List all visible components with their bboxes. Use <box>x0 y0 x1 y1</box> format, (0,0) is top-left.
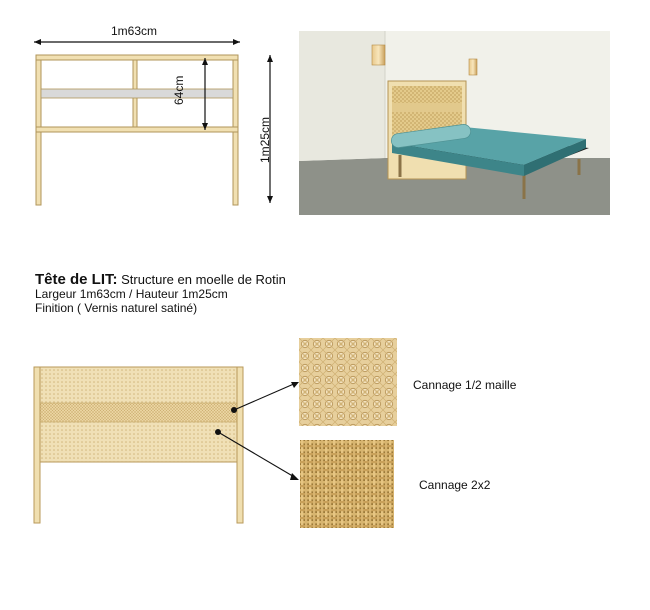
title-line <box>35 272 435 287</box>
product-finish: Finition ( Vernis naturel satiné) <box>35 301 198 315</box>
cannage-half-mesh-swatch <box>299 338 399 428</box>
headboard-panel <box>34 367 243 523</box>
bedroom-rendering <box>299 31 610 215</box>
headboard-frame-outline <box>36 55 238 205</box>
product-dimensions: Largeur 1m63cm / Hauteur 1m25cm <box>35 287 228 301</box>
product-title: Tête de LIT: <box>35 271 118 288</box>
wall-lamp-right <box>469 59 477 75</box>
width-dimension-arrow <box>34 39 240 45</box>
product-subtitle: Structure en moelle de Rotin <box>121 272 286 287</box>
width-label: 1m63cm <box>111 24 158 38</box>
product-description <box>35 272 435 315</box>
total-height-label: 1m25cm <box>258 116 272 163</box>
caption-2x2: Cannage 2x2 <box>419 478 491 492</box>
cane-band <box>41 89 233 98</box>
caption-half-mesh: Cannage 1/2 maille <box>413 378 517 392</box>
panel-height-label: 64cm <box>172 75 186 105</box>
wall-lamp-left <box>372 45 385 65</box>
cannage-2x2-swatch <box>300 440 396 530</box>
